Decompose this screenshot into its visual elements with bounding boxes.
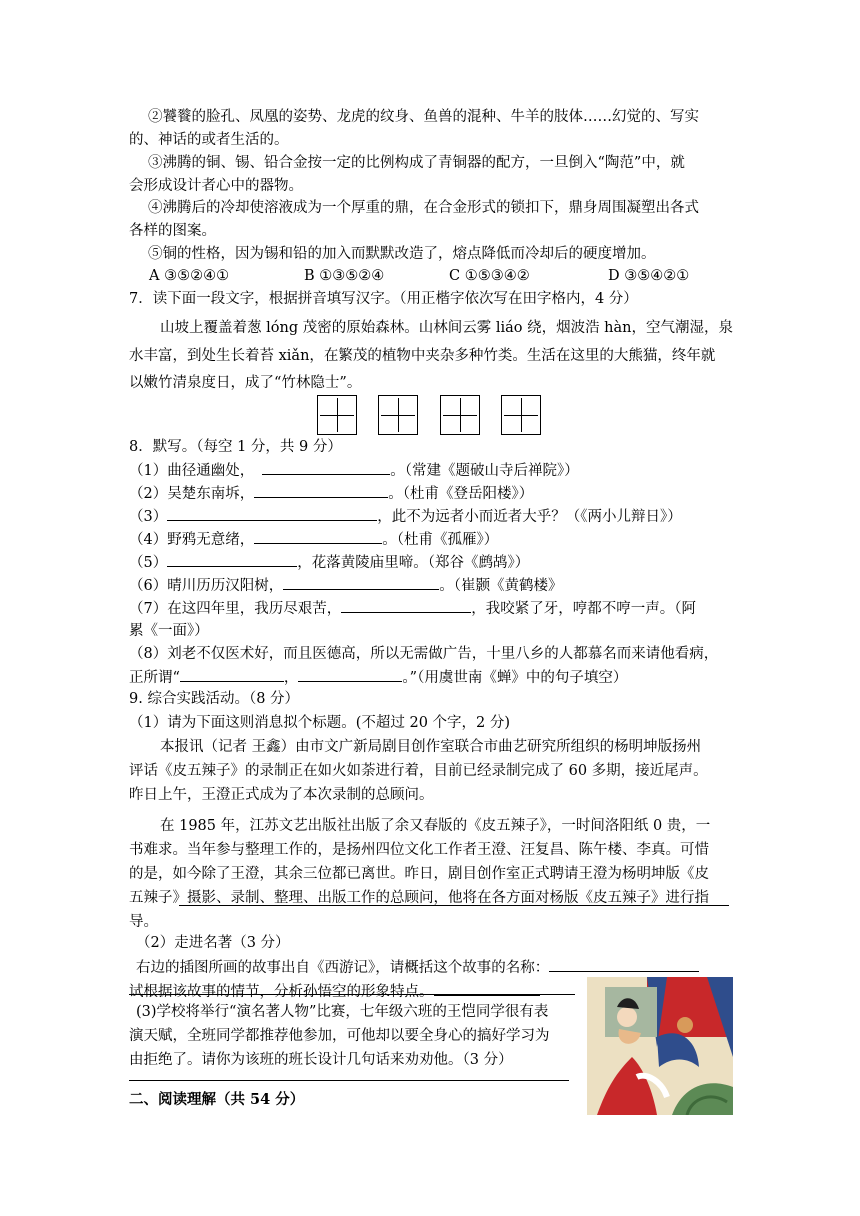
- q9-sub-2-line-2: [129, 981, 540, 1002]
- section-2-title: 二、阅读理解（共 54 分）: [129, 1091, 305, 1108]
- q8-1-prompt: （1）曲径通幽处，: [129, 463, 255, 479]
- q7-passage-line-2: 水丰富，到处生长着苔 xiǎn，在繁茂的植物中夹杂多种竹类。生活在这里的大熊猫，终年就: [129, 348, 716, 364]
- q9-sub-2: （2）走进名著（3 分）: [136, 935, 290, 951]
- tian-grid-box-2[interactable]: [378, 395, 418, 435]
- headline-answer-line[interactable]: [179, 905, 729, 906]
- q8-item-6: [129, 575, 562, 596]
- q8-item-5: [129, 552, 529, 573]
- tian-grid-box-4[interactable]: [501, 395, 541, 435]
- tian-grid-box-3[interactable]: [440, 395, 480, 435]
- q9-sub-3-line-1: (3)学校将举行“演名著人物”比赛，七年级六班的王恺同学很有表: [136, 1004, 549, 1020]
- news-line-2: 评话《皮五辣子》的录制正在如火如荼进行着，目前已经录制完成了 60 多期，接近尾声。: [129, 763, 708, 779]
- q8-3-prompt: （3）: [129, 509, 168, 525]
- news-line-1: 本报讯（记者 王鑫）由市文广新局剧目创作室联合市曲艺研究所组织的杨明坤版扬州: [160, 739, 702, 755]
- q7-title: 7．读下面一段文字，根据拼音填写汉字。（用正楷字依次写在田字格内，4 分）: [129, 291, 638, 307]
- item-2-line-2: 的、神话的或者生活的。: [129, 132, 289, 148]
- news-line-4: 在 1985 年，江苏文艺出版社出版了余又春版的《皮五辣子》，一时间洛阳纸 0 贵，一: [160, 818, 711, 834]
- q9-sub-2-line-1: [136, 957, 699, 978]
- q9-sub-3-line-2: 演天赋，全班同学都推荐他参加，可他却以要全身心的搞好学习为: [129, 1028, 550, 1044]
- journey-west-illustration: [587, 977, 733, 1115]
- q7-passage-line-1: 山坡上覆盖着葱 lóng 茂密的原始森林。山林间云雾 liáo 绕，烟波浩 hàn，空气潮湿，泉: [160, 320, 734, 336]
- character-analysis-prompt: 试根据该故事的情节，分析孙悟空的形象特点。: [129, 984, 434, 1000]
- q8-2-prompt: （2）吴楚东南坼，: [129, 486, 255, 502]
- illus-monkey-face: [677, 1017, 693, 1033]
- q8-item-8-cont: [129, 667, 627, 688]
- q8-4-source: 。（杜甫《孤雁》）: [382, 532, 499, 548]
- q9-sub-1: （1）请为下面这则消息拟个标题。(不超过 20 个字，2 分): [129, 715, 511, 731]
- item-3-line-1: ③沸腾的铜、锡、铅合金按一定的比例构成了青铜器的配方，一旦倒入“陶范”中，就: [148, 155, 685, 171]
- q8-item-8: （8）刘老不仅医术好，而且医德高，所以无需做广告，十里八乡的人都慕名而来请他看病，: [129, 646, 719, 662]
- story-name-blank[interactable]: [549, 957, 699, 972]
- option-d[interactable]: D ③⑤④②①: [608, 268, 690, 284]
- item-4-line-1: ④沸腾后的冷却使溶液成为一个厚重的鼎，在合金形式的锁扣下，鼎身周围凝塑出各式: [148, 200, 699, 216]
- q8-1-blank[interactable]: [262, 460, 390, 475]
- q8-item-7: [129, 598, 696, 619]
- q8-5-prompt: （5）: [129, 555, 168, 571]
- q9-sub-3-line-3: 由拒绝了。请你为该班的班长设计几句话来劝劝他。（3 分）: [129, 1052, 513, 1068]
- q8-item-7-cont: 累《一面》）: [129, 623, 209, 639]
- illustration-art: [587, 977, 733, 1115]
- q8-3-source: ，此不为远者小而近者大乎？（《两小儿辩日》）: [377, 509, 682, 525]
- tian-grid-box-1[interactable]: [317, 395, 357, 435]
- q8-1-source: 。（常建《题破山寺后禅院》）: [390, 463, 579, 479]
- persuasion-answer-line[interactable]: [129, 1080, 569, 1081]
- q8-item-2: [129, 483, 533, 504]
- character-answer-line[interactable]: [129, 994, 575, 995]
- q8-8-prompt: 正所谓“: [129, 670, 180, 686]
- item-4-line-2: 各样的图案。: [129, 223, 216, 239]
- q8-item-1: [129, 460, 579, 481]
- q8-8-blank-2[interactable]: [298, 667, 402, 682]
- q8-7-source: ，我咬紧了牙，哼都不哼一声。（阿: [471, 601, 696, 617]
- option-a[interactable]: A ③⑤②④①: [149, 268, 230, 284]
- news-line-6: 的是，如今除了王澄，其余三位都已离世。昨日，剧目创作室正式聘请王澄为杨明坤版《皮: [129, 866, 709, 882]
- news-line-8: 导。: [129, 914, 158, 930]
- q8-7-prompt: （7）在这四年里，我历尽艰苦，: [129, 601, 342, 617]
- news-line-7: 五辣子》摄影、录制、整理、出版工作的总顾问，他将在各方面对杨版《皮五辣子》进行指: [129, 890, 709, 906]
- q8-title: 8．默写。（每空 1 分，共 9 分）: [129, 439, 342, 455]
- q8-item-4: [129, 529, 498, 550]
- q8-6-blank[interactable]: [283, 575, 439, 590]
- q8-item-3: [129, 506, 682, 527]
- q8-4-prompt: （4）野鸦无意绪，: [129, 532, 255, 548]
- q8-8-source: 。”（用虞世南《蝉》中的句子填空）: [402, 670, 628, 686]
- q8-8-blank-1[interactable]: [180, 667, 284, 682]
- q8-5-source: ，花落黄陵庙里啼。（郑谷《鹧鸪》）: [297, 555, 530, 571]
- q8-6-prompt: （6）晴川历历汉阳树，: [129, 578, 284, 594]
- q9-title: 9. 综合实践活动。（8 分）: [129, 691, 300, 707]
- news-line-5: 书难求。当年参与整理工作的，是扬州四位文化工作者王澄、汪复昌、陈午楼、李真。可惜: [129, 842, 709, 858]
- q8-6-source: 。（崔颢《黄鹤楼》: [439, 578, 563, 594]
- q8-3-blank[interactable]: [167, 506, 377, 521]
- option-c[interactable]: C ①⑤③④②: [449, 268, 530, 284]
- q7-passage-line-3: 以嫩竹清泉度日，成了“竹林隐士”。: [129, 375, 362, 391]
- item-2-line-1: ②饕餮的脸孔、凤凰的姿势、龙虎的纹身、鱼兽的混种、牛羊的肢体……幻觉的、写实: [148, 109, 699, 125]
- q8-4-blank[interactable]: [254, 529, 382, 544]
- item-5: ⑤铜的性格，因为锡和铅的加入而默默改造了，熔点降低而冷却后的硬度增加。: [148, 246, 656, 262]
- q8-2-blank[interactable]: [254, 483, 388, 498]
- news-line-3: 昨日上午，王澄正式成为了本次录制的总顾问。: [129, 787, 434, 803]
- story-name-prompt: 右边的插图所画的故事出自《西游记》，请概括这个故事的名称：: [136, 960, 550, 976]
- illus-figure-face: [617, 1007, 637, 1027]
- option-b[interactable]: B ①③⑤②④: [304, 268, 385, 284]
- q8-2-source: 。（杜甫《登岳阳楼》）: [388, 486, 534, 502]
- item-3-line-2: 会形成设计者心中的器物。: [129, 178, 303, 194]
- q8-7-blank[interactable]: [341, 598, 471, 613]
- q8-8-comma: ，: [283, 670, 299, 686]
- q8-5-blank[interactable]: [167, 552, 297, 567]
